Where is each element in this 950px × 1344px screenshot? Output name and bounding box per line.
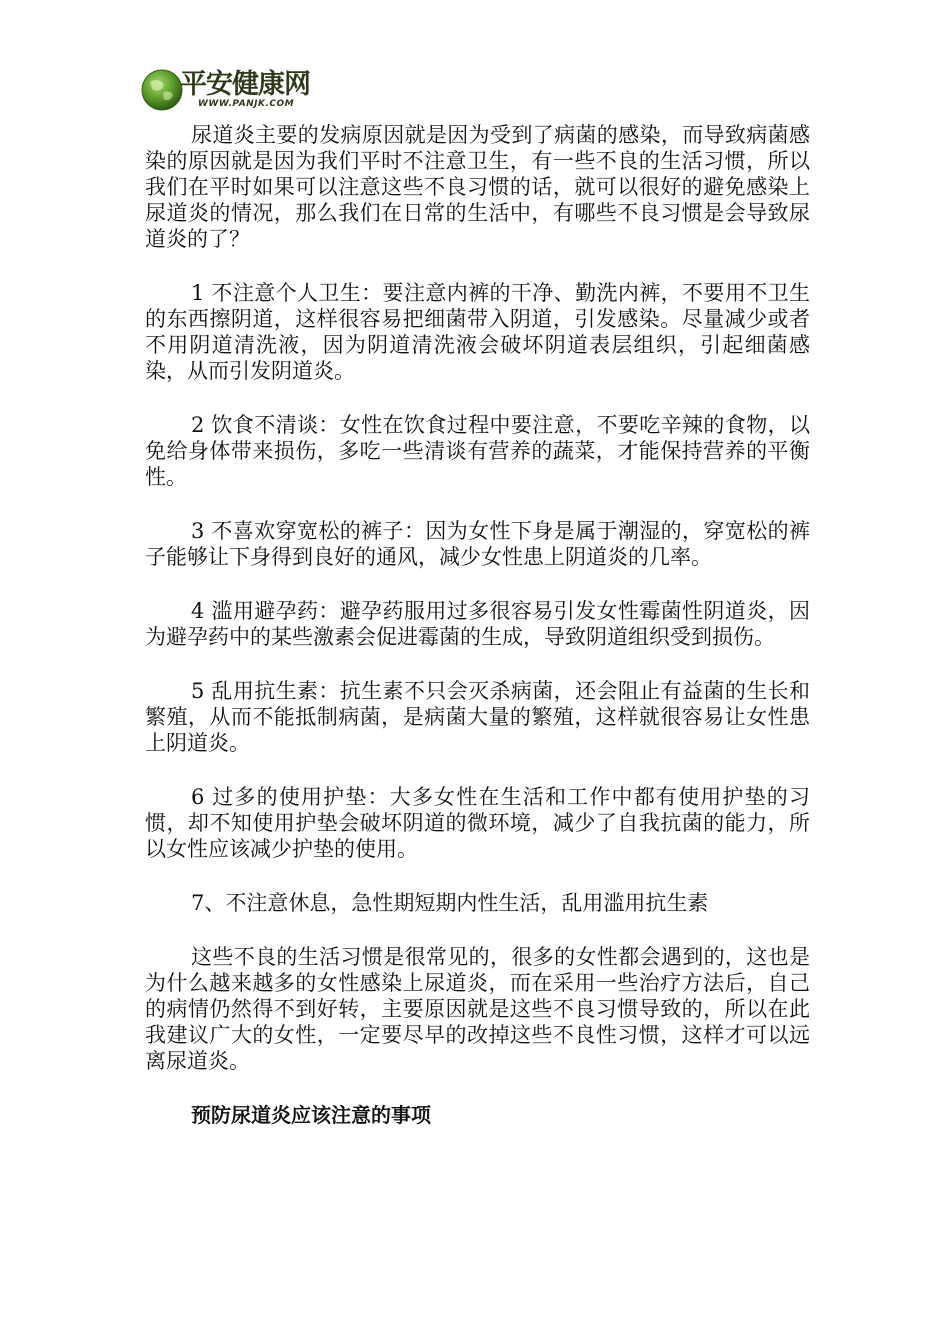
paragraph-conclusion: 这些不良的生活习惯是很常见的，很多的女性都会遇到的，这也是为什么越来越多的女性感染上尿道炎，而在采用一些治疗方法后，自己的病情仍然得不到好转，主要原因就是这些不良习惯导致的，所以在此我建议广大的女性，一定要尽早的改掉这些不良性习惯，这样才可以远离尿道炎。 [145, 945, 810, 1073]
paragraph-item-1: 1 不注意个人卫生：要注意内裤的干净、勤洗内裤，不要用不卫生的东西擦阴道，这样很容易把细菌带入阴道，引发感染。尽量减少或者不用阴道清洗液，因为阴道清洗液会破坏阴道表层组织，引起细菌感染，从而引发阴道炎。 [145, 281, 810, 383]
article-body [145, 122, 810, 1128]
paragraph-item-4: 4 滥用避孕药：避孕药服用过多很容易引发女性霉菌性阴道炎，因为避孕药中的某些激素会促进霉菌的生成，导致阴道组织受到损伤。 [145, 599, 810, 649]
globe-icon [140, 68, 184, 112]
logo-name: 平安健康网 [180, 69, 310, 100]
paragraph-item-5: 5 乱用抗生素：抗生素不只会灭杀病菌，还会阻止有益菌的生长和繁殖，从而不能抵制病菌，是病菌大量的繁殖，这样就很容易让女性患上阴道炎。 [145, 679, 810, 755]
logo-url: WWW.PANJK.COM [198, 99, 295, 109]
site-logo [140, 66, 330, 116]
paragraph-item-2: 2 饮食不清谈：女性在饮食过程中要注意，不要吃辛辣的食物，以免给身体带来损伤，多吃一些清谈有营养的蔬菜，才能保持营养的平衡性。 [145, 413, 810, 489]
paragraph-item-3: 3 不喜欢穿宽松的裤子：因为女性下身是属于潮湿的，穿宽松的裤子能够让下身得到良好的通风，减少女性患上阴道炎的几率。 [145, 519, 810, 569]
paragraph-intro: 尿道炎主要的发病原因就是因为受到了病菌的感染，而导致病菌感染的原因就是因为我们平时不注意卫生，有一些不良的生活习惯，所以我们在平时如果可以注意这些不良习惯的话，就可以很好的避免感染上尿道炎的情况，那么我们在日常的生活中，有哪些不良习惯是会导致尿道炎的了？ [145, 123, 810, 251]
paragraph-item-7: 7、不注意休息，急性期短期内性生活，乱用滥用抗生素 [191, 891, 709, 915]
paragraph-item-6: 6 过多的使用护垫：大多女性在生活和工作中都有使用护垫的习惯，却不知使用护垫会破坏阴道的微环境，减少了自我抗菌的能力，所以女性应该减少护垫的使用。 [145, 785, 810, 861]
section-heading: 预防尿道炎应该注意的事项 [191, 1103, 431, 1127]
